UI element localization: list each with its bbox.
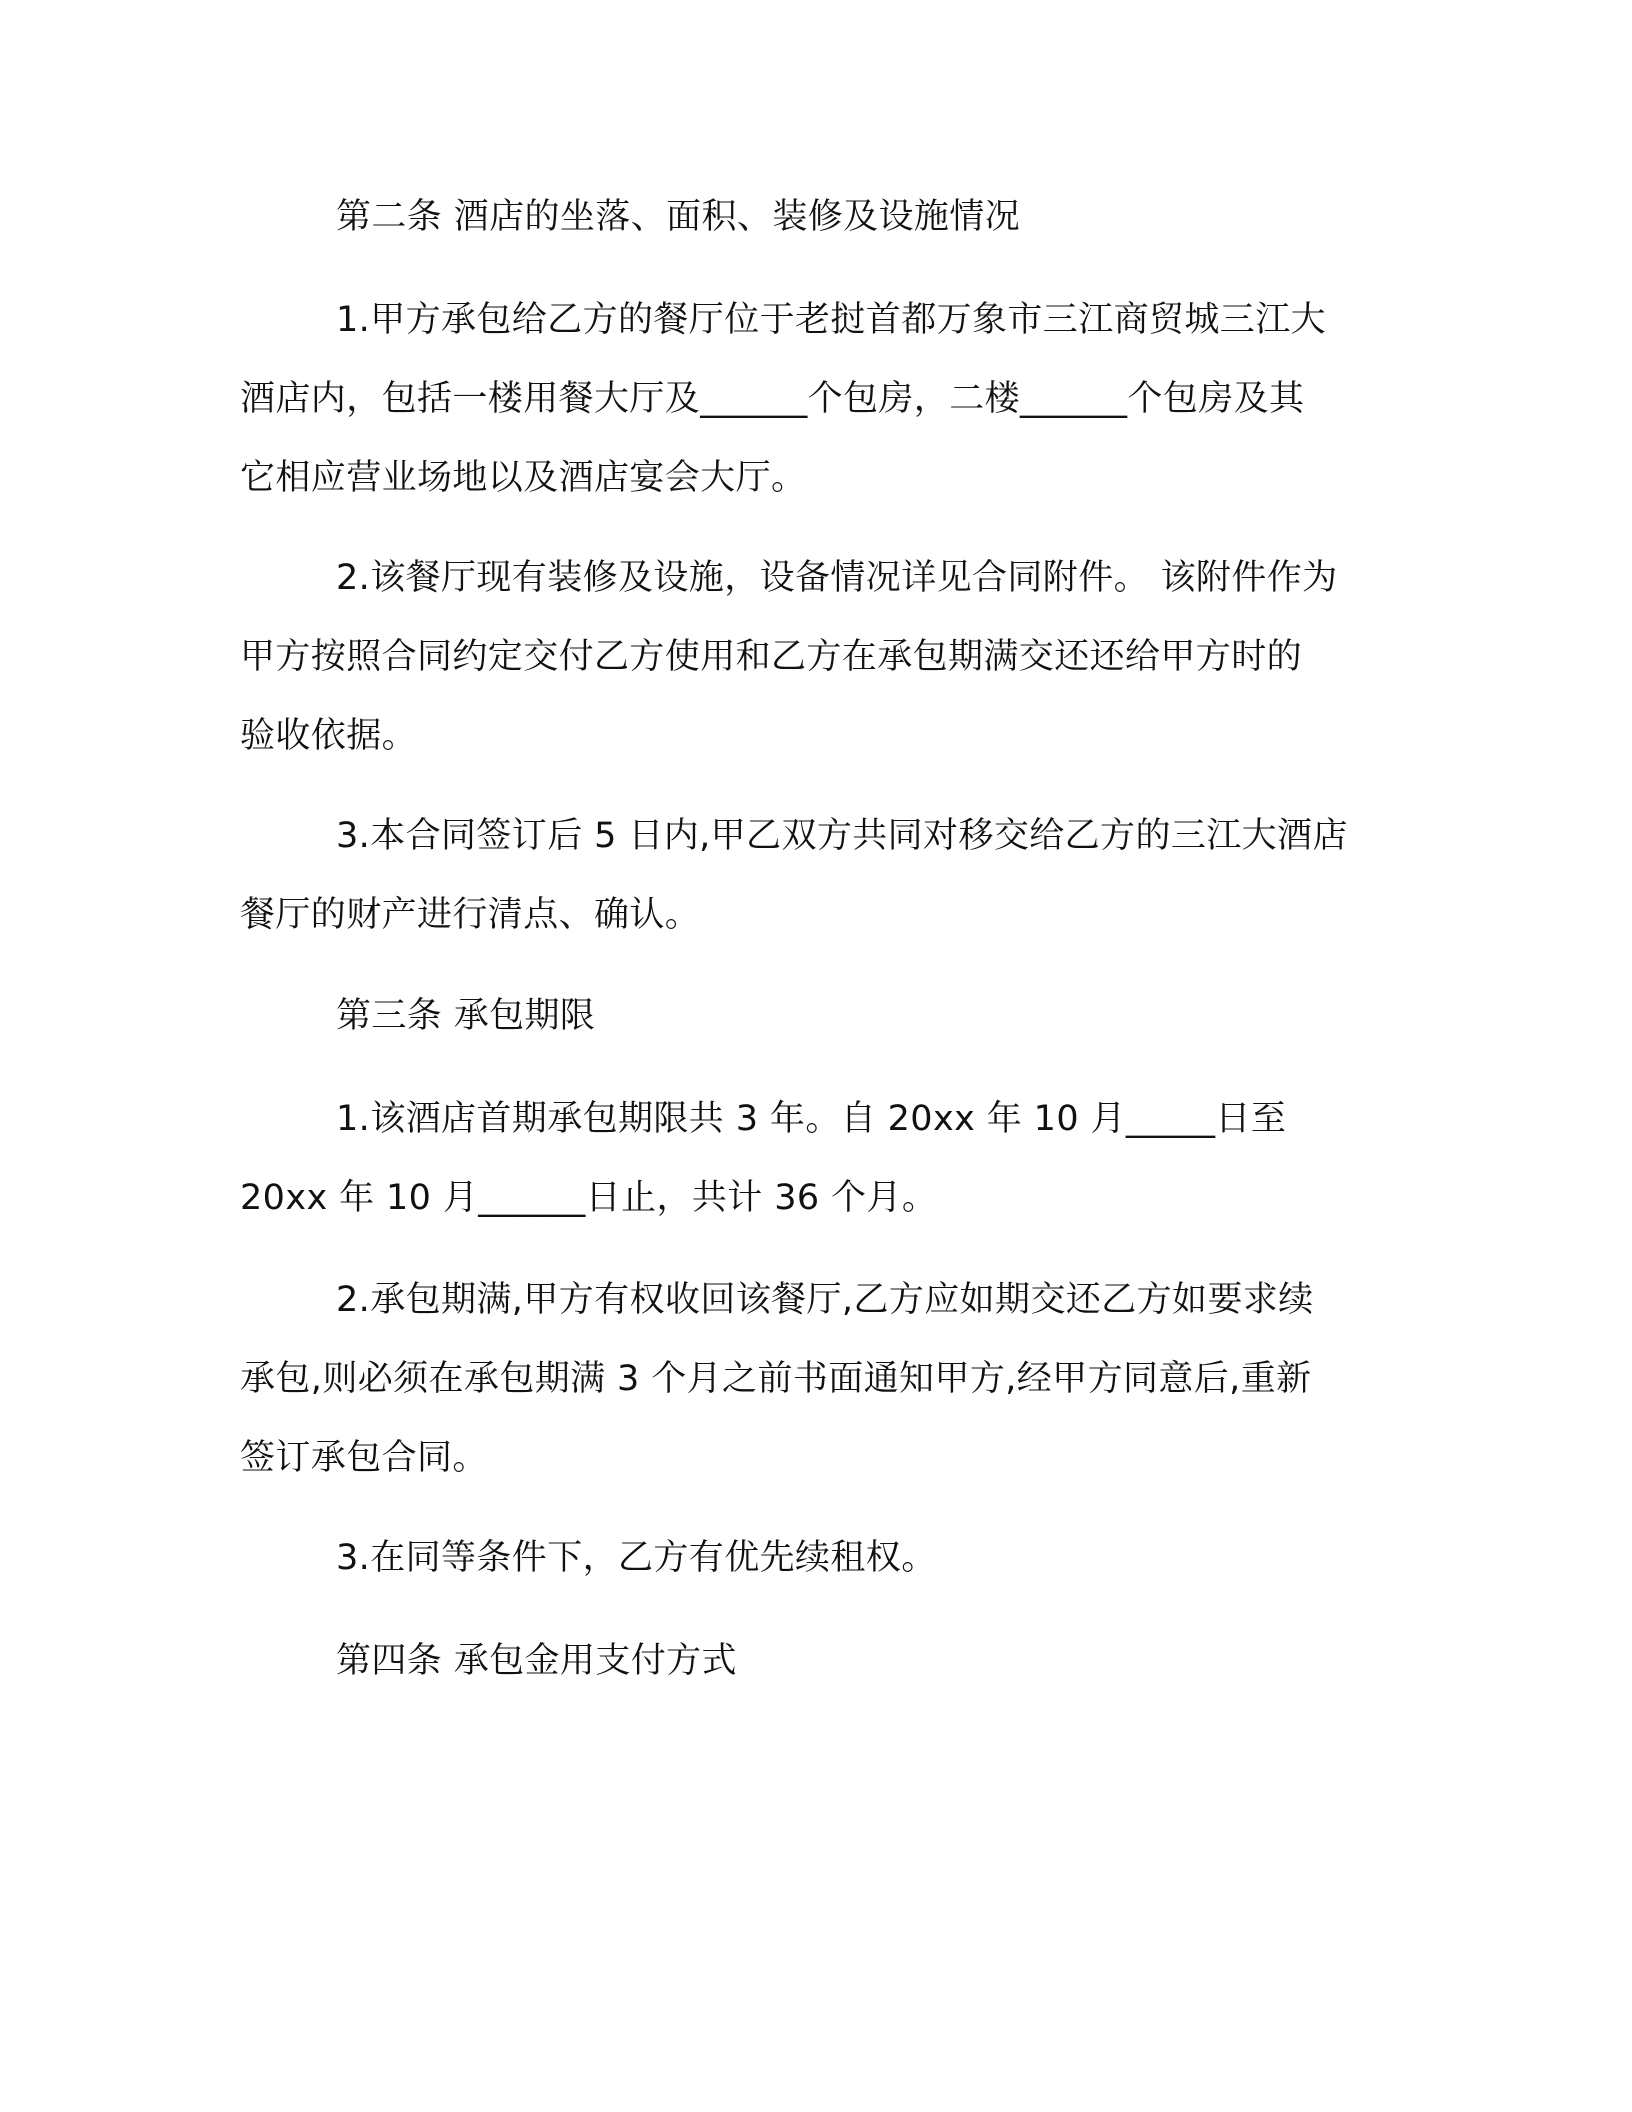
article-2-heading <box>240 178 1412 257</box>
text-line: 验收依据。 <box>240 716 418 756</box>
text-line: 承包,则必须在承包期满 3 个月之前书面通知甲方,经甲方同意后,重新 <box>240 1359 1312 1399</box>
text-line: 第四条 承包金用支付方式 <box>336 1641 737 1681</box>
text-line: 第三条 承包期限 <box>336 996 596 1036</box>
article-2-item-2 <box>240 539 1412 776</box>
text-line: 甲方按照合同约定交付乙方使用和乙方在承包期满交还还给甲方时的 <box>240 637 1303 677</box>
text-line: 20xx 年 10 月______日止，共计 36 个月。 <box>240 1178 938 1218</box>
text-line: 它相应营业场地以及酒店宴会大厅。 <box>240 458 807 498</box>
text-line: 餐厅的财产进行清点、确认。 <box>240 895 701 935</box>
article-3-item-3 <box>240 1519 1412 1598</box>
article-3-item-2 <box>240 1261 1412 1498</box>
text-line: 2.承包期满,甲方有权收回该餐厅,乙方应如期交还乙方如要求续 <box>336 1280 1314 1320</box>
text-line: 2.该餐厅现有装修及设施，设备情况详见合同附件。 该附件作为 <box>336 558 1338 598</box>
text-line: 1.该酒店首期承包期限共 3 年。自 20xx 年 10 月_____日至 <box>336 1099 1287 1139</box>
article-3-item-1 <box>240 1080 1412 1238</box>
text-line: 3.本合同签订后 5 日内,甲乙双方共同对移交给乙方的三江大酒店 <box>336 816 1348 856</box>
article-2-item-3 <box>240 797 1412 955</box>
text-line: 3.在同等条件下，乙方有优先续租权。 <box>336 1538 937 1578</box>
text-line: 第二条 酒店的坐落、面积、装修及设施情况 <box>336 197 1021 237</box>
text-line: 1.甲方承包给乙方的餐厅位于老挝首都万象市三江商贸城三江大 <box>336 300 1326 340</box>
article-4-heading <box>240 1622 1412 1701</box>
article-2-item-1 <box>240 281 1412 518</box>
article-3-heading <box>240 977 1412 1056</box>
text-line: 酒店内，包括一楼用餐大厅及______个包房，二楼______个包房及其 <box>240 379 1305 419</box>
text-line: 签订承包合同。 <box>240 1438 488 1478</box>
